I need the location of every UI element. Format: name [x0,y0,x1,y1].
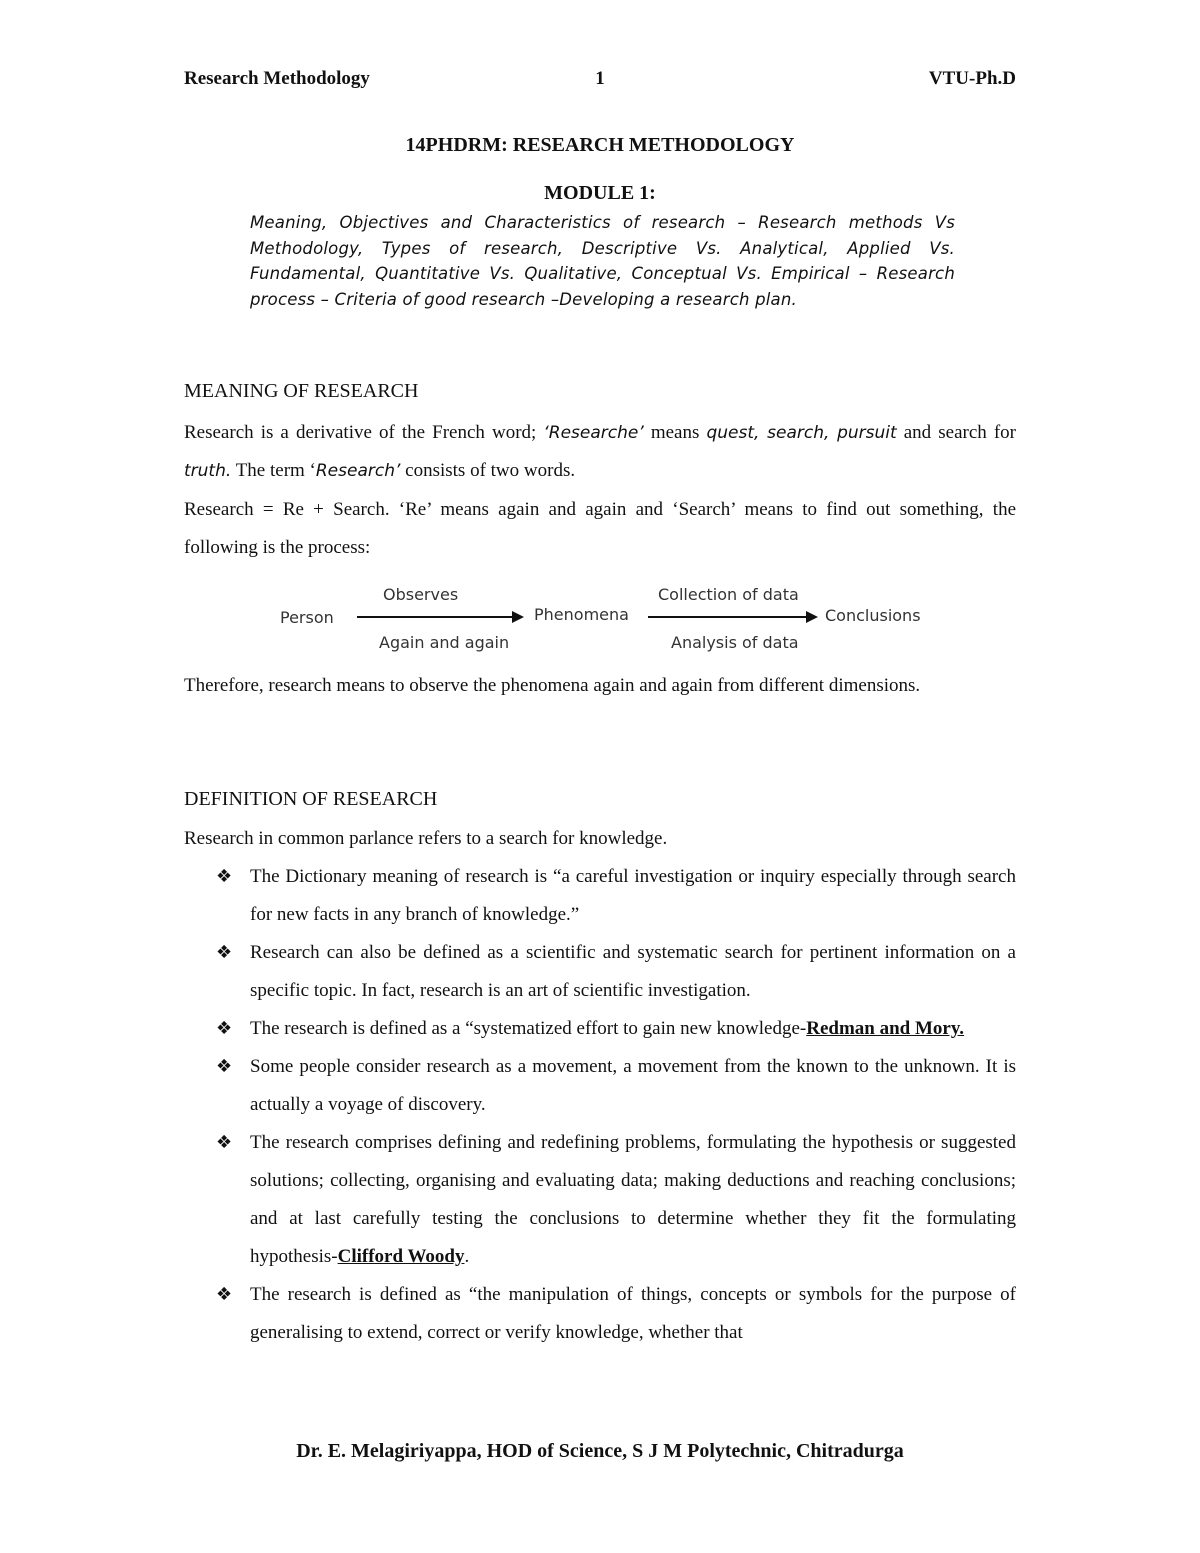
node-phenomena: Phenomena [534,605,629,624]
bullet-diamond-icon: ❖ [216,1284,233,1305]
header-program: VTU-Ph.D [928,68,1016,89]
list-item [184,1276,1016,1352]
meaning-paragraph-3: Therefore, research means to observe the phenomena again and again from different dimensions. [184,675,921,696]
definition-text: Research can also be defined as a scientific and systematic search for pertinent information on a specific topic. In fact, research is an art of scientific investigation. [250,942,1016,1001]
list-item [184,858,1016,934]
citation-redman-mory: Redman and Mory. [806,1018,965,1039]
label-again-and-again: Again and again [379,633,510,652]
bullet-diamond-icon: ❖ [216,1056,233,1077]
header-page-number: 1 [595,68,605,89]
text-run: . [464,1246,470,1267]
node-person: Person [280,608,334,627]
bullet-diamond-icon: ❖ [216,942,233,963]
list-item [184,1124,1016,1276]
bullet-diamond-icon: ❖ [216,866,233,887]
definition-list [184,858,1016,1352]
list-item [184,1048,1016,1124]
page-footer: Dr. E. Melagiriyappa, HOD of Science, S J M Polytechnic, Chitradurga [296,1440,904,1462]
list-item [184,934,1016,1010]
text-run: consists of two words. [400,460,576,481]
text-run: and search for [896,422,1016,443]
module-heading: MODULE 1: [544,182,656,204]
definition-text: Some people consider research as a movement, a movement from the known to the unknown. It is actually a voyage of discovery. [250,1056,1016,1115]
text-run: The term ‘ [231,460,316,481]
definition-text: The Dictionary meaning of research is “a careful investigation or inquiry especially through search for new facts in any branch of knowledge.” [250,866,1016,925]
research-word: Research’ [315,461,401,481]
module-syllabus: Meaning, Objectives and Characteristics of research – Research methods Vs Methodology, Types of research, Descriptive Vs. Analytical, Applied Vs. Fundamental, Quantitative Vs. Qualitative, Conceptual Vs. Empirical – Research process – Criteria of good research –Developing a research plan. [250,213,955,309]
arrow-right-icon [357,616,522,618]
header-course-name: Research Methodology [184,68,370,89]
truth-word: truth. [184,461,232,481]
text-run: means [643,422,707,443]
document-title: 14PHDRM: RESEARCH METHODOLOGY [405,134,795,156]
meaning-paragraph-2: Research = Re + Search. ‘Re’ means again and again and ‘Search’ means to find out something, the following is the process: [184,499,1016,558]
node-conclusions: Conclusions [825,606,921,625]
arrow-right-icon [648,616,816,618]
page-header [184,68,1016,96]
definition-text: The research is defined as “the manipulation of things, concepts or symbols for the purpose of generalising to extend, correct or verify knowledge, whether that [250,1284,1016,1343]
meaning-paragraph-1 [184,414,1016,490]
definition-text: The research comprises defining and redefining problems, formulating the hypothesis or suggested solutions; collecting, organising and evaluating data; making deductions and reaching conclusions; and at last carefully testing the conclusions to determine whether they fit the formulating hypothesis- [250,1132,1016,1267]
meaning-heading: MEANING OF RESEARCH [184,380,419,402]
definition-heading: DEFINITION OF RESEARCH [184,788,438,810]
text-run: Research is a derivative of the French word; [184,422,544,443]
list-item [184,1010,1016,1048]
definition-text: The research is defined as a “systematized effort to gain new knowledge- [250,1018,807,1039]
french-word: ‘Researche’ [543,423,644,443]
citation-clifford-woody: Clifford Woody [337,1246,465,1267]
meaning-terms: quest, search, pursuit [706,423,897,443]
definition-intro: Research in common parlance refers to a search for knowledge. [184,828,668,849]
label-observes: Observes [383,585,459,604]
research-process-diagram [270,580,950,660]
bullet-diamond-icon: ❖ [216,1018,233,1039]
bullet-diamond-icon: ❖ [216,1132,233,1153]
label-collection-of-data: Collection of data [658,585,799,604]
label-analysis-of-data: Analysis of data [671,633,799,652]
